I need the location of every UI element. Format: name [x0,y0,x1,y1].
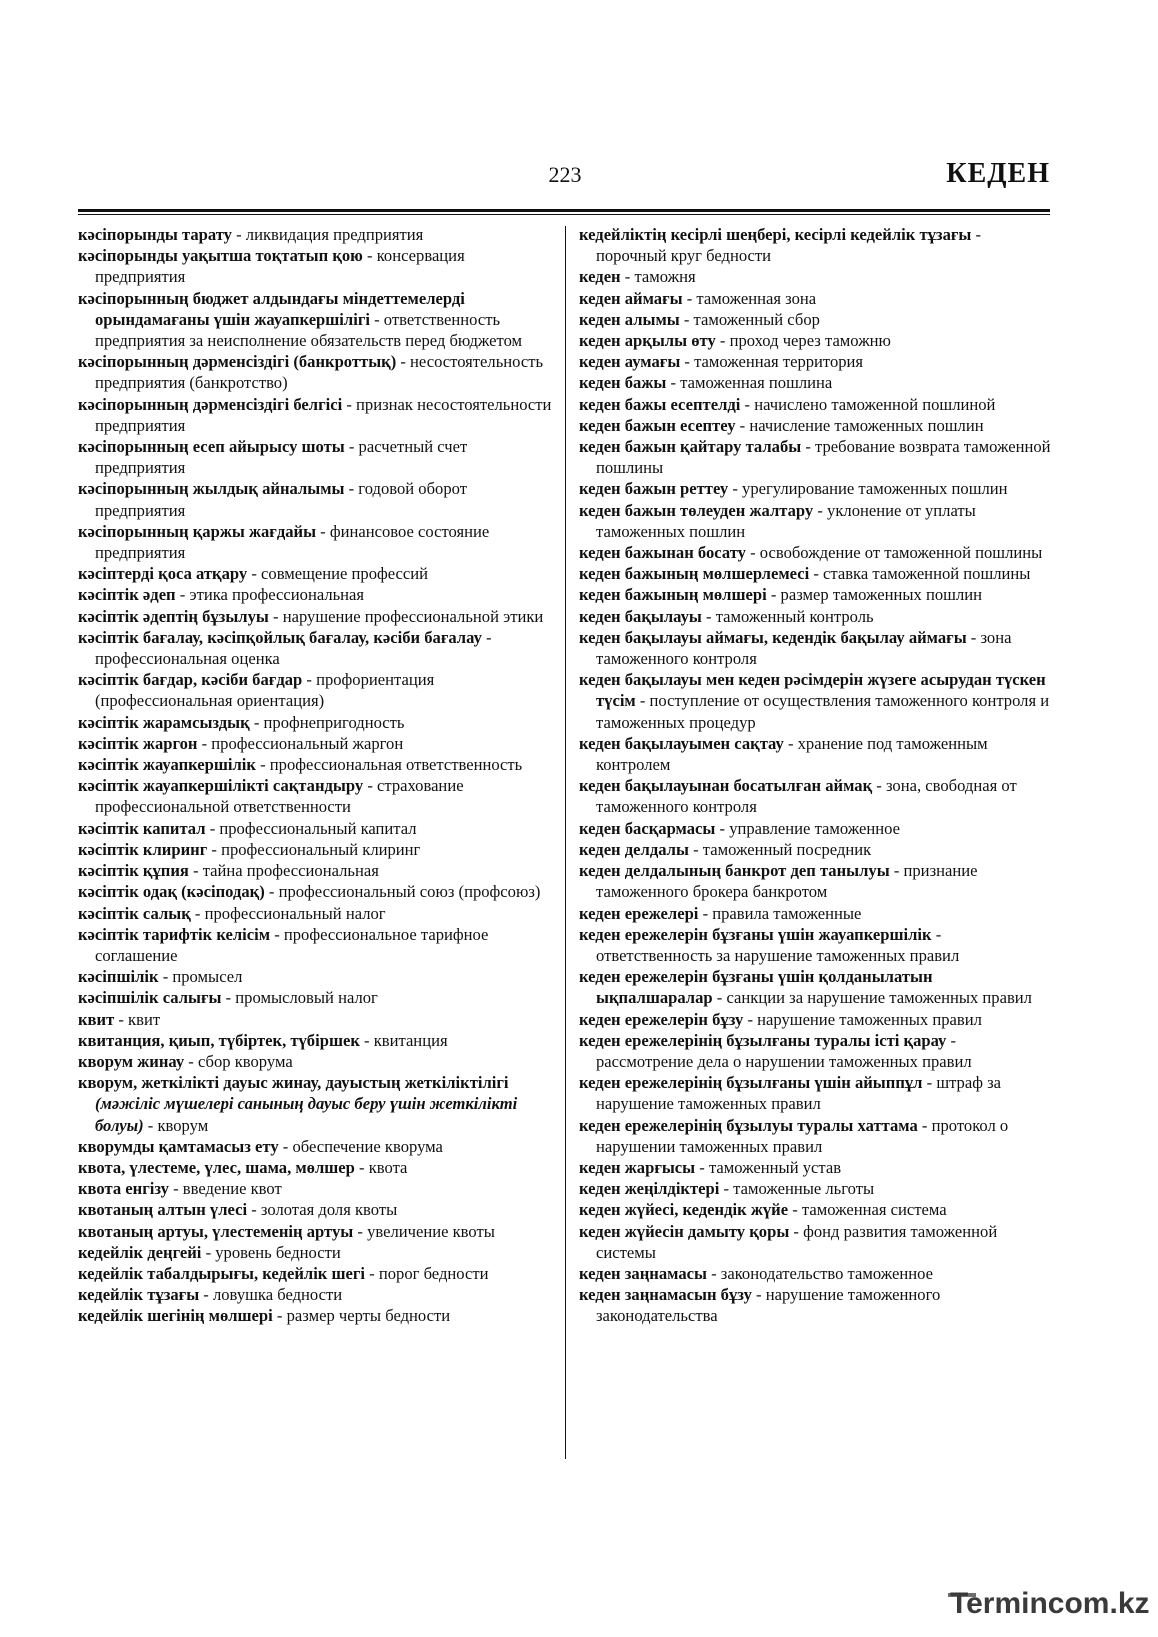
dictionary-entry [579,288,1051,309]
entry-definition: - профессиональный союз (профсоюз) [264,882,541,902]
entry-definition: - несостоятельность предприятия (банкротство) [95,352,544,393]
dictionary-entry [78,436,552,478]
entry-term: кәсіпорынды уақытша тоқтатып қою [78,246,363,266]
dictionary-entry [579,1115,1051,1157]
dictionary-entry [78,839,552,860]
dictionary-entry [78,1009,552,1030]
entry-definition: - правила таможенные [698,903,862,923]
entry-term: кәсіпорынның жылдық айналымы [78,479,345,499]
dictionary-entry [78,521,552,563]
entry-definition: - нарушение таможенного законодательства [596,1285,941,1326]
entry-definition: - таможенный устав [695,1157,842,1177]
entry-definition: - протокол о нарушении таможенных правил [596,1115,1009,1156]
entry-term: кәсіптік жарамсыздық [78,712,250,732]
entry-term: кеден заңнамасы [579,1263,707,1283]
entry-definition: - профессиональный клиринг [207,839,421,859]
dictionary-entry [579,1030,1051,1072]
entry-term: кәсіпорынның дәрменсіздігі (банкроттық) [78,352,397,372]
entry-term: кеден жүйесі, кедендік жүйе [579,1200,789,1220]
entry-term: кеден жүйесін дамыту қоры [579,1221,790,1241]
entry-definition: - размер черты бедности [272,1306,451,1326]
dictionary-entry [78,1072,552,1136]
entry-definition: - размер таможенных пошлин [766,585,982,605]
column-divider [565,226,566,1459]
right-column [579,224,1051,1327]
dictionary-entry [78,712,552,733]
dictionary-entry [579,351,1051,372]
entry-definition: - уклонение от уплаты таможенных пошлин [596,500,976,541]
dictionary-entry [78,1242,552,1263]
dictionary-entry [579,309,1051,330]
entry-term: кәсіптік тарифтік келісім [78,924,271,944]
entry-definition: - таможенная зона [682,288,817,308]
entry-term: кеден ережелері [579,903,699,923]
entry-definition: - уровень бедности [201,1242,341,1262]
entry-definition: - промысел [158,967,243,987]
dictionary-entry [579,669,1051,733]
entry-definition: - расчетный счет предприятия [95,437,468,478]
entry-term: кеден ережелерін бұзғаны үшін жауапкершілік [579,924,932,944]
entry-term: кворум, жеткілікті дауыс жинау, дауыстың жеткіліктілігі [78,1073,509,1093]
dictionary-entry [579,372,1051,393]
entry-term: кәсіпорынның дәрменсіздігі белгісі [78,394,343,414]
dictionary-entry [78,924,552,966]
entry-term: кедейлік шегінің мөлшері [78,1306,273,1326]
dictionary-entry [579,1072,1051,1114]
dictionary-entry [579,627,1051,669]
entry-term: кеден бажын реттеу [579,479,729,499]
entry-term: кеден басқармасы [579,818,716,838]
dictionary-entry [78,1157,552,1178]
dictionary-entry [579,1221,1051,1263]
entry-term: кеден бақылауы [579,606,702,626]
dictionary-entry [78,881,552,902]
entry-definition: - ответственность предприятия за неисполнение обязательств перед бюджетом [95,309,523,351]
entry-definition: - ставка таможенной пошлины [809,564,1031,584]
dictionary-entry [579,436,1051,478]
dictionary-entry [78,818,552,839]
entry-term: кәсіптік жаргон [78,733,198,753]
dictionary-entry [78,775,552,817]
entry-term: кәсіпорынның бюджет алдындағы міндеттемелерді орындамағаны үшін жауапкершілігі [78,288,465,329]
dictionary-entry [579,1178,1051,1199]
dictionary-entry [579,500,1051,542]
dictionary-entry [78,1221,552,1242]
dictionary-entry [78,288,552,352]
entry-definition: - проход через таможню [715,331,891,351]
dictionary-entry [78,903,552,924]
entry-term: кедейлік табалдырығы, кедейлік шегі [78,1263,366,1283]
dictionary-entry [78,733,552,754]
entry-definition: - совмещение профессий [247,564,429,584]
dictionary-entry [78,1178,552,1199]
entry-term: кәсіптік әдептің бұзылуы [78,606,269,626]
entry-term: кедейлік деңгейі [78,1242,202,1262]
dictionary-entry [579,542,1051,563]
header-rule-thick [78,209,1050,212]
entry-term: кеден бақылауымен сақтау [579,733,784,753]
dictionary-entry [579,733,1051,775]
running-head: КЕДЕН [946,158,1050,189]
header-rule-thin [78,214,1050,215]
entry-term: кеден арқылы өту [579,331,716,351]
entry-definition: - профориентация (профессиональная ориентация) [95,670,435,711]
entry-definition: - ловушка бедности [199,1285,343,1305]
dictionary-entry [78,224,552,245]
dictionary-entry [78,563,552,584]
entry-term: кеден бажын есептеу [579,415,736,435]
entry-term: кеден жеңілдіктері [579,1179,720,1199]
dictionary-entry [579,584,1051,605]
dictionary-entry [579,924,1051,966]
entry-term: кедейліктің кесірлі шеңбері, кесірлі кедейлік тұзағы [579,225,972,244]
entry-term: кәсіпорынның қаржы жағдайы [78,521,317,541]
dictionary-entry [78,1051,552,1072]
dictionary-entry [579,1199,1051,1220]
entry-term: кеден бажын төлеуден жалтару [579,500,814,520]
entry-term: квота енгізу [78,1179,169,1199]
entry-term: кеден аймағы [579,288,683,308]
dictionary-entry [78,351,552,393]
entry-term: кәсіптік әдеп [78,585,176,605]
dictionary-entry [579,1009,1051,1030]
entry-note: (мәжіліс мүшелері санының дауыс беру үшін жеткілікті болуы) [95,1094,518,1135]
entry-definition: - признание таможенного брокера банкротом [596,861,978,902]
entry-definition: - рассмотрение дела о нарушении таможенных правил [596,1030,972,1071]
entry-term: квит [78,1009,115,1029]
dictionary-entry [78,1263,552,1284]
entry-definition: - квит [114,1009,161,1029]
dictionary-entry [78,606,552,627]
entry-definition: - квота [354,1157,408,1177]
entry-term: кәсіпшілік [78,967,159,987]
entry-definition: - зона таможенного контроля [596,627,1012,669]
entry-term: квотаның алтын үлесі [78,1200,248,1220]
entry-definition: - страхование профессиональной ответственности [95,776,464,817]
entry-definition: - сбор кворума [184,1051,293,1071]
entry-term: кеден делдалының банкрот деп танылуы [579,861,890,881]
dictionary-entry [78,1305,552,1326]
entry-definition: - квитанция [359,1030,448,1050]
entry-definition: - профессиональная ответственность [255,755,523,775]
entry-definition: - кворум [143,1115,209,1135]
entry-term: кеден жарғысы [579,1157,696,1177]
dictionary-entry [78,1030,552,1051]
dictionary-entry [78,987,552,1008]
entry-definition: - таможенный контроль [701,606,874,626]
entry-term: кеден бақылауы аймағы, кедендік бақылау аймағы [579,627,967,647]
entry-definition: - штраф за нарушение таможенных правил [596,1073,1002,1114]
entry-term: кедейлік тұзағы [78,1285,200,1305]
entry-term: кәсіптерді қоса атқару [78,564,248,584]
dictionary-entry [78,1199,552,1220]
entry-term: кеден заңнамасын бұзу [579,1285,752,1305]
entry-definition: - законодательство таможенное [706,1263,933,1283]
entry-term: кворум жинау [78,1051,185,1071]
dictionary-entry [579,415,1051,436]
entry-definition: - профессиональный налог [190,903,386,923]
entry-term: кеден аумағы [579,352,681,372]
entry-definition: - зона, свободная от таможенного контроля [596,776,1017,817]
entry-definition: - тайна профессиональная [188,861,379,881]
entry-definition: - профессиональное тарифное соглашение [95,924,489,965]
entry-definition: - поступление от осуществления таможенного контроля и таможенных процедур [596,691,1050,732]
entry-definition: - ответственность за нарушение таможенных правил [596,924,960,965]
entry-term: кеден бажының мөлшері [579,585,767,605]
dictionary-entry [579,330,1051,351]
entry-definition: - освобождение от таможенной пошлины [745,543,1043,563]
dictionary-entry [78,1136,552,1157]
entry-definition: - таможенные льготы [719,1179,875,1199]
logo-text: Termincom.kz [950,1587,1150,1620]
entry-definition: - обеспечение кворума [278,1136,443,1156]
dictionary-entry [579,478,1051,499]
dictionary-entry [78,1284,552,1305]
entry-definition: - фонд развития таможенной системы [596,1221,998,1262]
entry-term: кворумды қамтамасыз ету [78,1136,279,1156]
entry-definition: - таможенный сбор [679,309,820,329]
entry-definition: - порог бедности [365,1263,489,1283]
dictionary-entry [579,1157,1051,1178]
entry-definition: - этика профессиональная [175,585,365,605]
dictionary-entry [579,1284,1051,1326]
dictionary-entry [78,627,552,669]
entry-definition: - санкции за нарушение таможенных правил [712,988,1032,1008]
entry-definition: - порочный круг бедности [596,225,982,266]
entry-term: кәсіпшілік салығы [78,988,222,1008]
dictionary-entry [579,224,1051,266]
dictionary-entry [78,245,552,287]
dictionary-entry [579,903,1051,924]
entry-definition: - финансовое состояние предприятия [95,521,490,563]
dictionary-entry [579,860,1051,902]
entry-term: кеден бажы есептелді [579,394,741,414]
entry-term: кеден бақылауы мен кеден рәсімдерін жүзеге асырудан түскен түсім [579,670,1046,711]
dictionary-entry [78,669,552,711]
entry-term: кәсіптік бағалау, кәсіпқойлық бағалау, кәсіби бағалау [78,627,482,647]
entry-definition: - годовой оборот предприятия [95,479,467,520]
entry-definition: - хранение под таможенным контролем [596,733,988,775]
entry-definition: - ликвидация предприятия [231,225,424,244]
entry-term: кәсіпорынды тарату [78,225,232,244]
entry-definition: - введение квот [168,1179,282,1199]
entry-definition: - нарушение профессиональной этики [268,606,544,626]
dictionary-entry [579,818,1051,839]
entry-definition: - увеличение квоты [353,1221,495,1241]
entry-definition: - золотая доля квоты [247,1200,398,1220]
entry-term: кәсіпорынның есеп айырысу шоты [78,437,345,457]
entry-definition: - нарушение таможенных правил [743,1009,982,1029]
dictionary-entry [78,754,552,775]
entry-term: кеден ережелерінің бұзылуы туралы хаттама [579,1115,918,1135]
entry-term: кеден ережелерін бұзғаны үшін қолданылатын ықпалшаралар [579,967,933,1008]
page-number: 223 [548,162,582,187]
dictionary-entry [78,394,552,436]
entry-term: кәсіптік клиринг [78,839,208,859]
dictionary-entry [579,839,1051,860]
entry-term: кәсіптік одақ (кәсіподақ) [78,882,265,902]
entry-definition: - таможенная система [788,1200,947,1220]
entry-term: кеден [579,267,621,287]
dictionary-entry [579,606,1051,627]
entry-definition: - начислено таможенной пошлиной [740,394,996,414]
termincom-logo [948,1587,1148,1631]
entry-term: кеден ережелерінің бұзылғаны туралы істі қарау [579,1030,947,1050]
dictionary-entry [579,394,1051,415]
entry-term: кәсіптік капитал [78,818,206,838]
entry-definition: - профессиональная оценка [95,627,492,669]
entry-term: кеден делдалы [579,839,689,859]
entry-term: кеден бажынан босату [579,543,746,563]
entry-term: кәсіптік құпия [78,861,189,881]
dictionary-entry [579,775,1051,817]
dictionary-entry [579,1263,1051,1284]
entry-definition: - урегулирование таможенных пошлин [728,479,1008,499]
entry-term: кәсіптік жауапкершілікті сақтандыру [78,776,364,796]
entry-definition: - признак несостоятельности предприятия [95,394,552,435]
entry-term: кеден ережелерін бұзу [579,1009,744,1029]
dictionary-entry [78,966,552,987]
dictionary-entry [579,266,1051,287]
entry-term: квитанция, қиып, түбіртек, түбіршек [78,1030,360,1050]
dictionary-entry [579,966,1051,1008]
entry-term: кеден бақылауынан босатылған аймақ [579,776,873,796]
dictionary-entry [78,478,552,520]
entry-term: кәсіптік салық [78,903,191,923]
entry-definition: - профессиональный капитал [205,818,417,838]
entry-term: кеден бажының мөлшерлемесі [579,564,810,584]
entry-definition: - начисление таможенных пошлин [735,415,984,435]
entry-definition: - таможенная территория [680,352,864,372]
entry-definition: - промысловый налог [221,988,378,1008]
entry-definition: - таможенная пошлина [666,373,833,393]
entry-term: кеден бажын қайтару талабы [579,437,802,457]
entry-definition: - таможня [620,267,696,287]
dictionary-entry [579,563,1051,584]
entry-term: кеден бажы [579,373,667,393]
dictionary-entry [78,860,552,881]
left-column [78,224,552,1327]
entry-term: квотаның артуы, үлестеменің артуы [78,1221,354,1241]
entry-term: кеден алымы [579,309,680,329]
entry-definition: - таможенный посредник [688,839,872,859]
entry-term: квота, үлестеме, үлес, шама, мөлшер [78,1157,355,1177]
dictionary-entry [78,584,552,605]
entry-definition: - управление таможенное [715,818,901,838]
entry-definition: - консервация предприятия [95,246,465,287]
entry-term: кеден ережелерінің бұзылғаны үшін айыппұл [579,1073,923,1093]
entry-definition: - требование возврата таможенной пошлины [596,437,1051,478]
entry-definition: - профессиональный жаргон [197,733,404,753]
entry-term: кәсіптік бағдар, кәсіби бағдар [78,670,303,690]
entry-definition: - профнепригодность [249,712,405,732]
entry-term: кәсіптік жауапкершілік [78,755,256,775]
